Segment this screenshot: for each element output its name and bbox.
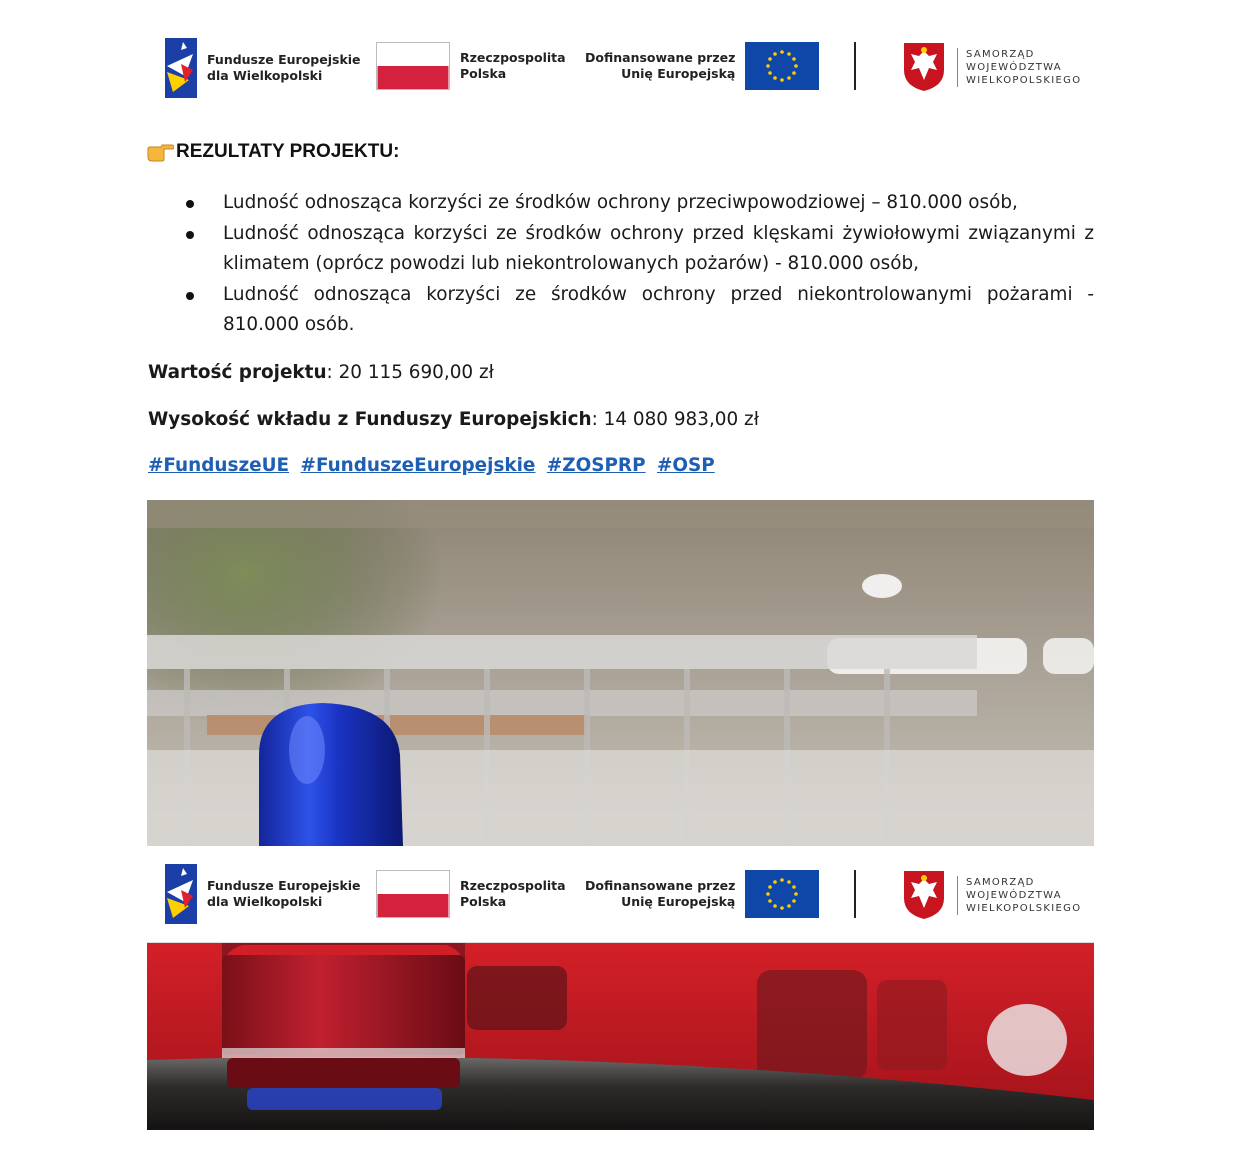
hashtag-link[interactable]: #OSP [656,455,715,476]
rp-logo-text [460,50,566,82]
eu-contribution-amount: : 14 080 983,00 zł [591,409,759,430]
rp-line1: Rzeczpospolita [460,878,566,893]
sam-logo [903,42,1081,92]
fire-truck-photo-image [147,500,1094,1130]
list-item: Ludność odnosząca korzyści ze środków ochrony przeciwpowodziowej – 810.000 osób, [148,188,1094,219]
eu-line2: Unię Europejską [621,66,736,81]
fe-logo-text [207,878,361,910]
sam-line3: WIELKOPOLSKIEGO [966,74,1082,86]
logo-strip-top [147,20,1094,116]
fe-logo-icon [163,862,199,926]
rp-logo [376,870,566,918]
fe-logo [163,862,361,926]
sam-line3: WIELKOPOLSKIEGO [966,902,1082,914]
eu-line1: Dofinansowane przez [585,878,736,893]
rp-line2: Polska [460,66,507,81]
rp-logo [376,42,566,90]
poland-flag-icon [376,870,450,918]
eu-flag-icon [745,42,819,90]
fe-line1: Fundusze Europejskie [207,878,361,893]
project-value [148,362,494,383]
sam-line1: SAMORZĄD [966,48,1035,60]
fe-logo-icon [163,36,199,100]
project-value-label: Wartość projektu [148,362,327,383]
hashtag-link[interactable]: #FunduszeEuropejskie [300,455,536,476]
heading-text: REZULTATY PROJEKTU: [176,141,400,162]
eu-logo [585,42,819,90]
wielkopolska-crest-icon [903,42,945,92]
results-list [148,188,1094,341]
eu-logo-text [585,50,735,82]
fe-line1: Fundusze Europejskie [207,52,361,67]
fire-truck-photo [147,500,1094,1130]
logo-divider [854,870,856,918]
logo-strip-overlay [147,846,1094,943]
poland-flag-icon [376,42,450,90]
project-value-amount: : 20 115 690,00 zł [326,362,494,383]
eu-line1: Dofinansowane przez [585,50,736,65]
fe-line2: dla Wielkopolski [207,68,323,83]
eu-logo-text [585,878,735,910]
eu-contribution-label: Wysokość wkładu z Funduszy Europejskich [148,409,592,430]
rp-line1: Rzeczpospolita [460,50,566,65]
eu-logo [585,870,819,918]
sam-logo [903,870,1081,920]
rp-logo-text [460,878,566,910]
sam-line1: SAMORZĄD [966,876,1035,888]
hashtags [148,455,720,476]
sam-line2: WOJEWÓDZTWA [966,889,1062,901]
eu-flag-icon [745,870,819,918]
results-heading [146,141,399,163]
sam-logo-text [957,48,1081,87]
wielkopolska-crest-icon [903,870,945,920]
fe-logo-text [207,52,361,84]
list-item: Ludność odnosząca korzyści ze środków ochrony przed niekontrolowanymi pożarami - 810.000 osób. [148,280,1094,341]
hashtag-link[interactable]: #ZOSPRP [546,455,646,476]
logo-divider [854,42,856,90]
pointing-hand-icon [146,141,174,163]
eu-contribution [148,409,759,430]
sam-line2: WOJEWÓDZTWA [966,61,1062,73]
fe-logo [163,36,361,100]
hashtag-link[interactable]: #FunduszeUE [148,455,290,476]
rp-line2: Polska [460,894,507,909]
list-item: Ludność odnosząca korzyści ze środków ochrony przed klęskami żywiołowymi związanymi z klimatem (oprócz powodzi lub niekontrolowanych pożarów) - 810.000 osób, [148,219,1094,280]
fe-line2: dla Wielkopolski [207,894,323,909]
sam-logo-text [957,876,1081,915]
eu-line2: Unię Europejską [621,894,736,909]
